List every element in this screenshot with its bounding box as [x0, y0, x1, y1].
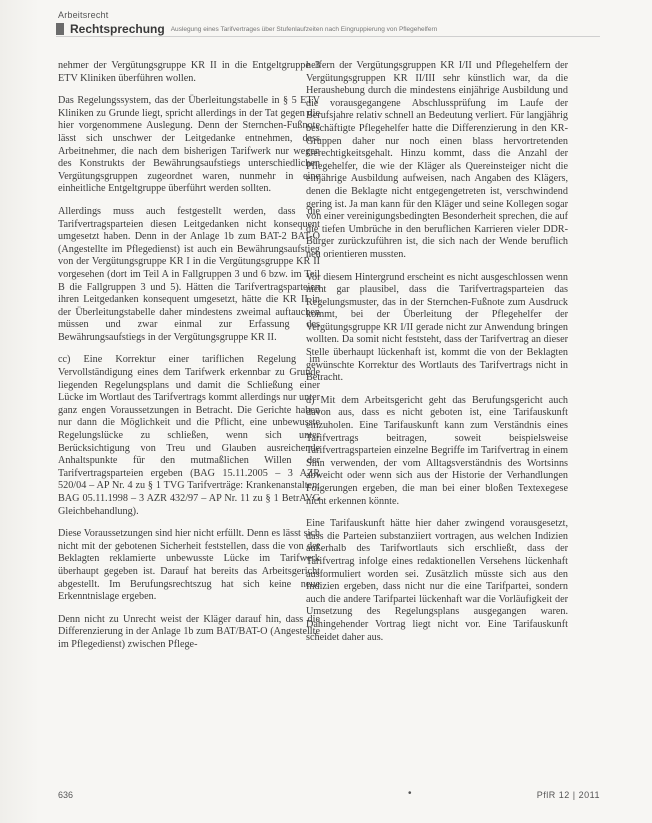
paragraph: d) Mit dem Arbeitsgericht geht das Berufungsgericht auch davon aus, dass es nicht geboten ist, eine Tarifauskunft einzuholen. Eine Tarifauskunft kann zum Verständnis eines Tarifvertrags beitragen, soweit beispielsweise Tarifvertragsparteien einzelne Begriffe im Tarifvertrag in einem Sinn verwenden, der vom Alltagsverständnis des Wortsinns abweicht oder wenn sich aus der Historie der Verhandlungen Folgerungen ergeben, die man bei einer bloßen Textexegese nicht erkennen könnte. [306, 394, 568, 507]
paragraph: nehmer der Vergütungsgruppe KR II in die Entgeltgruppe 3 ETV Kliniken überführen wollen. [58, 60, 320, 84]
paragraph: Allerdings muss auch festgestellt werden, dass die Tarifvertragsparteien diesen Leitgedanken nicht konsequent umgesetzt haben. Denn in der Anlage 1b zum BAT-2 BAT-O (Angestellte im Pflegedienst) ist auch ein Bewährungsaufstieg von der Vergütungsgruppe KR I in die Vergütungsgruppe KR II vorgesehen (dort im Teil A in Fallgruppen 3 und 6 bzw. im Teil B die Fallgruppen 3 und 5). Hätten die Tarifvertragsparteien ihren Leitgedanken konsequent umgesetzt, hätte die KR II in der Überleitungstabelle daher mindestens zweimal auftauchen müssen und zwar einmal zur Erfassung des Bewährungsaufstiegs in der Vergütungsgruppe KR II. [58, 205, 320, 343]
page-footer [58, 790, 600, 804]
journal-reference: PflR 12 | 2011 [536, 790, 600, 800]
paragraph: Denn nicht zu Unrecht weist der Kläger darauf hin, dass die Differenzierung in der Anlage 1b zum BAT/BAT-O (Angestellte im Pflegedienst) zwischen Pflege- [58, 613, 320, 650]
paragraph: Das Regelungssystem, das der Überleitungstabelle in § 5 ETV Kliniken zu Grunde liegt, spricht allerdings in der Tat gegen die hier vorgenommene Auslegung. Denn der Sternchen-Fußnote lässt sich unschwer der Leitgedanke entnehmen, dass Arbeitnehmer, die nach dem bisherigen Tarifwerk nur wegen des Konstrukts der Bewährungsaufstiegs unterschiedlichen Vergütungsgruppen zugeordnet waren, nunmehr in eine einheitliche Entgeltgruppe überführt werden sollten. [58, 95, 320, 195]
paragraph: Eine Tarifauskunft hätte hier daher zwingend vorausgesetzt, dass die Parteien substanziiert vortragen, aus welchen Indizien außerhalb des Tarifwortlauts sich erschließt, dass der Tarifvertrag infolge eines redaktionellen Versehens lückenhaft ausformuliert worden sei. Zusätzlich müsste sich aus den Indizien ergeben, dass nicht nur die eine Tarifpartei, sondern auch die andere Tarifpartei lückenhaft war die Vorläufigkeit der Umsetzung des Regelungsplans ausgegangen waren. Dahingehender Vortrag liegt nicht vor. Eine Tarifauskunft scheidet daher aus. [306, 518, 568, 643]
paragraph: Diese Voraussetzungen sind hier nicht erfüllt. Denn es lässt sich nicht mit der gebotenen Sicherheit feststellen, dass die von der Beklagten reklamierte unbewusste Lücke im Tarifwerk überhaupt gegeben ist. Darauf hat bereits das Arbeitsgericht abgestellt. Im Berufungsrechtszug hat sich keine neue Erkenntnislage ergeben. [58, 528, 320, 603]
header-title: Rechtsprechung [70, 22, 165, 36]
section-label: Arbeitsrecht [58, 10, 109, 20]
paragraph: helfern der Vergütungsgruppen KR I/II und Pflegehelfern der Vergütungsgruppen KR II/III sehr künstlich war, da die Heraushebung durch die mindestens einjährige Ausbildung und die vorausgegangene Abschlussprüfung im Laufe der Berufsjahre relativ schnell an Bedeutung verliert. Für langjährig beschäftigte Pflegehelfer hatte die Differenzierung in den KR-Gruppen daher nur noch einen blass hervortretenden Gerechtigkeitsgehalt. Hinzu kommt, dass die Anzahl der Pflegehelfer, die wie der Kläger als Quereinsteiger nicht die einjährige Ausbildung aufweisen, nach Angaben des Klägers, denen die Beklagte nicht entgegengetreten ist, verschwindend gering ist. Ja man kann für den Kläger und seine Kollegen sogar von einer vereinigungsbedingten Besonderheit sprechen, die auf die tiefen Umbrüche in den beruflichen Karrieren vieler DDR-Bürger zurückzuführen ist, die sich nach der Wende beruflich neu orientieren mussten. [306, 60, 568, 260]
footer-separator: • [408, 788, 412, 799]
paragraph: Vor diesem Hintergrund erscheint es nicht ausgeschlossen wenn nicht gar plausibel, dass die Tarifvertragsparteien das Regelungsmuster, das in der Sternchen-Fußnote zum Ausdruck kommt, bei der Überleitung der Pflegehelfer der Vergütungsgruppe KR I/II gerade nicht zur Anwendung bringen wollten. Da somit nicht feststeht, dass der Tarifvertrag an dieser Stelle überhaupt lückenhaft ist, kommt die von der Beklagten gewünschte Korrektur des Wortlauts des Tarifvertrags nicht in Betracht. [306, 271, 568, 384]
page-number: 636 [58, 790, 74, 800]
left-column [58, 60, 320, 662]
right-column [306, 60, 568, 654]
header-subtitle: Auslegung eines Tarifvertrages über Stufenlaufzeiten nach Eingruppierung von Pflegehelfern [170, 25, 438, 33]
paragraph: cc) Eine Korrektur einer tariflichen Regelung im Vervollständigung eines dem Tarifwerk erkennbar zu Grunde liegenden Regelungsplans und damit die Schließung einer Lücke im Wortlaut des Tarifvertrags kommt allerdings nur unter ganz engen Voraussetzungen in Betracht. Die Gerichte haben nur dann die Möglichkeit und die Pflicht, eine unbewusste Regelungslücke zu schließen, wenn sich unter Berücksichtigung von Treu und Glauben ausreichende Anhaltspunkte für den mutmaßlichen Willen der Tarifvertragsparteien ergeben (BAG 15.11.2005 – 3 AZR 520/04 – AP Nr. 4 zu § 1 TVG Tarifverträge: Krankenanstalten; BAG 05.11.1998 – 3 AZR 432/97 – AP Nr. 11 zu § 1 BetrAVG Gleichbehandlung). [58, 354, 320, 517]
header-marker [56, 23, 64, 35]
running-header [56, 22, 600, 37]
